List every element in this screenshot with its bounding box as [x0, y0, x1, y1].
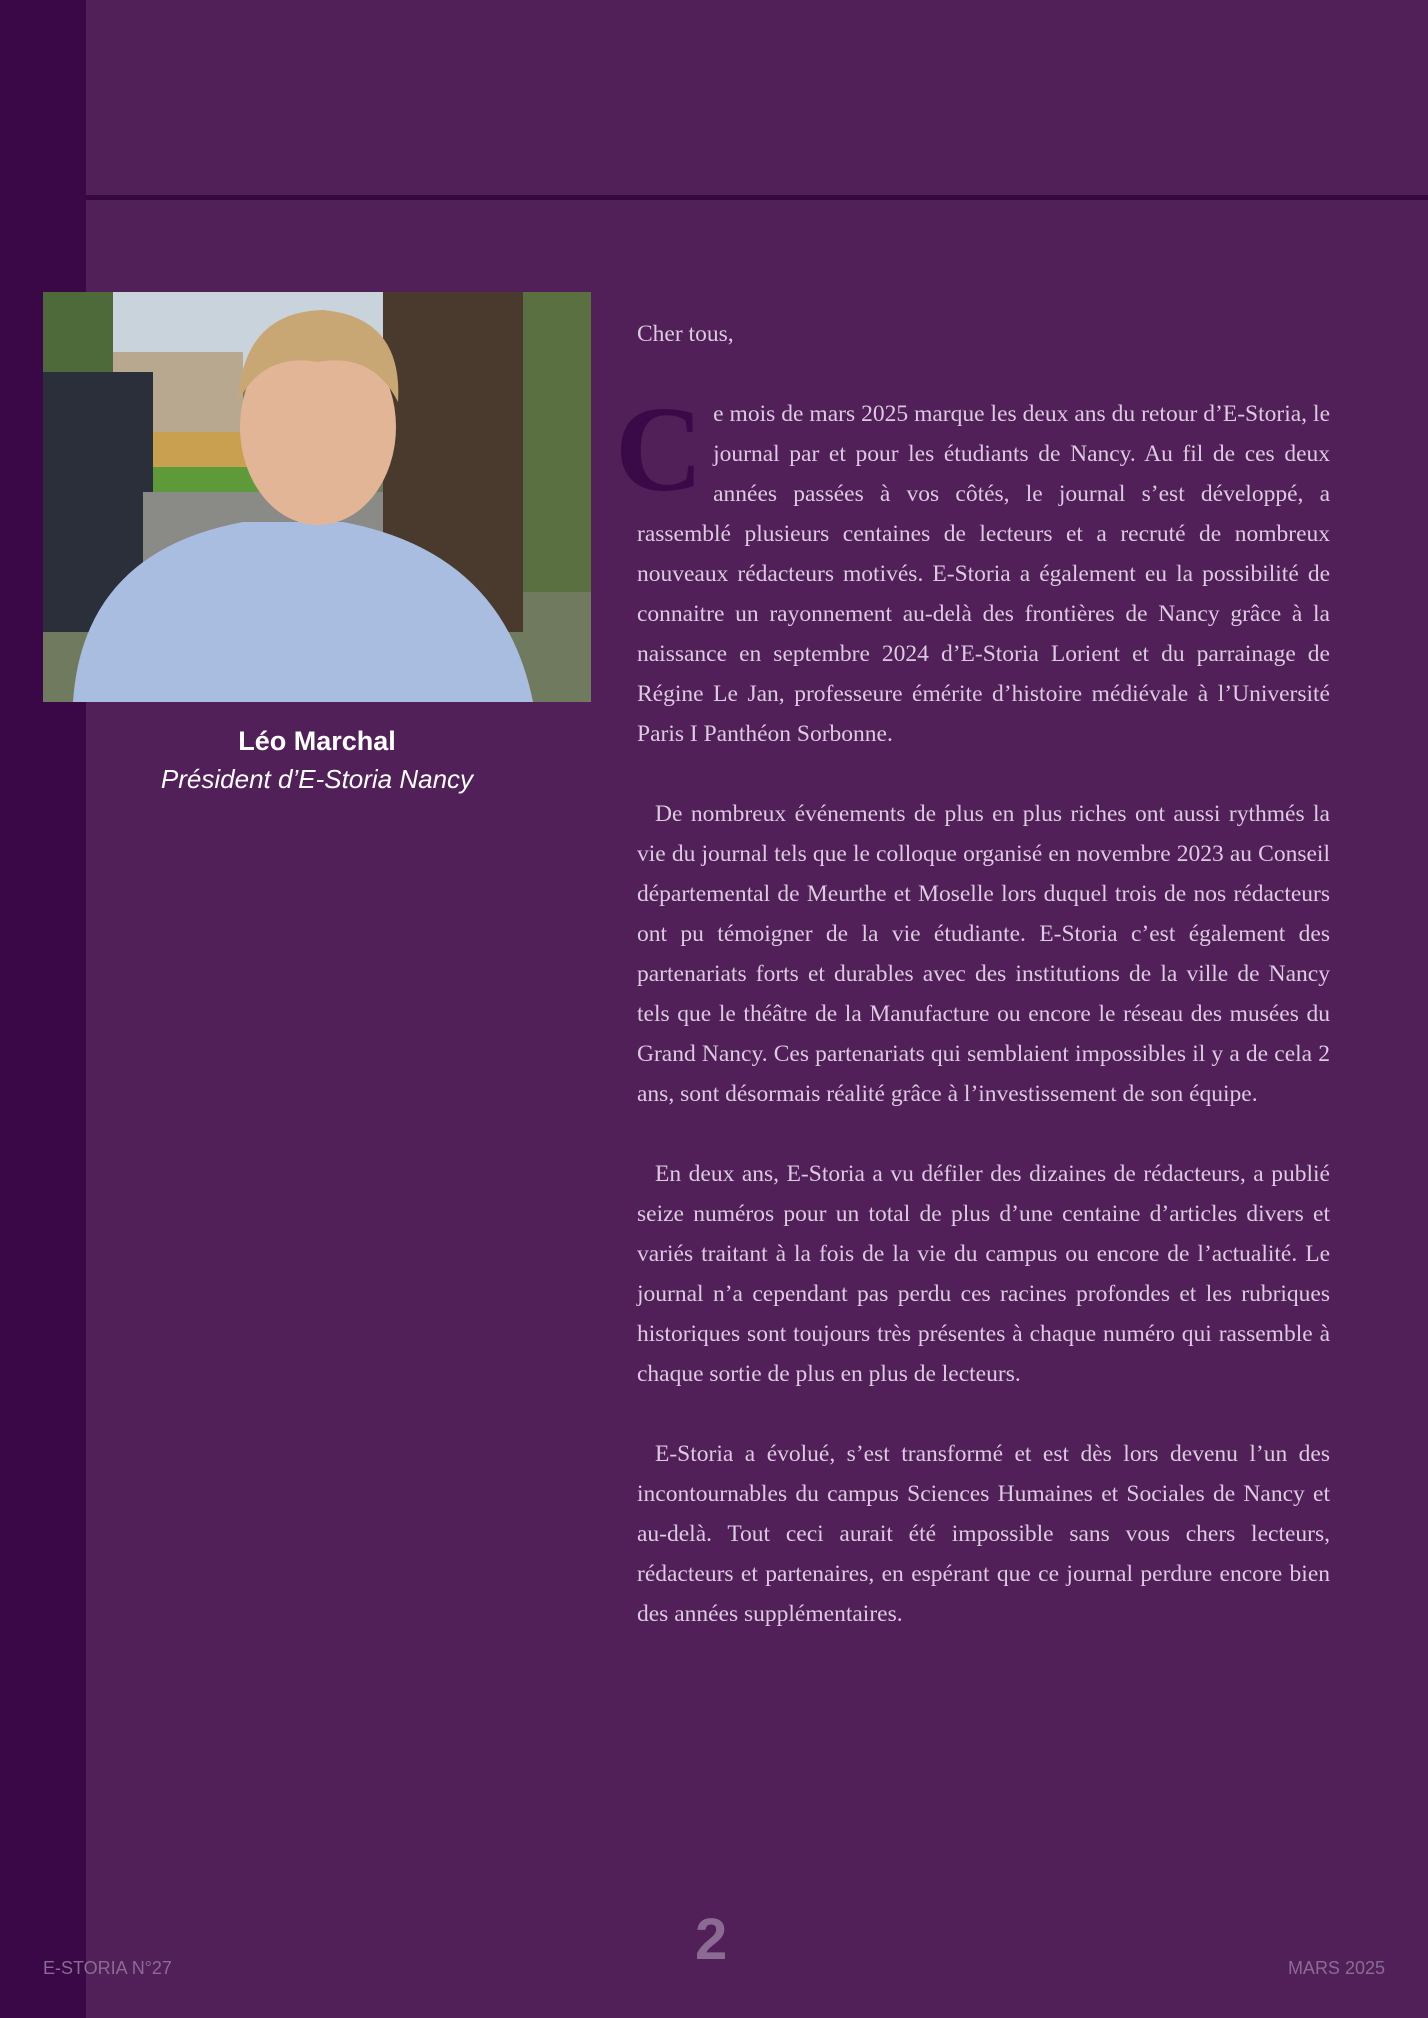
- page-number: 2: [695, 1907, 728, 1972]
- paragraph-3: En deux ans, E-Storia a vu défiler des dizaines de rédacteurs, a publié seize numéros pour un total de plus d’une centaine d’articles divers et variés traitant à la fois de la vie du campus ou encore de l’actualité. Le journal n’a cependant pas perdu ces racines profondes et les rubriques historiques sont toujours très présentes à chaque numéro qui rassemble à chaque sortie de plus en plus de lecteurs.: [637, 1161, 1330, 1387]
- paragraph-2: De nombreux événements de plus en plus riches ont aussi rythmés la vie du journal tels que le colloque organisé en novembre 2023 au Conseil départemental de Meurthe et Moselle lors duquel trois de nos rédacteurs ont pu témoigner de la vie étudiante. E-Storia c’est également des partenariats forts et durables avec des institutions de la ville de Nancy tels que le théâtre de la Manufacture ou encore le réseau des musées du Grand Nancy. Ces partenariats qui semblaient impossibles il y a de cela 2 ans, sont désormais réalité grâce à l’investissement de son équipe.: [637, 801, 1330, 1107]
- drop-cap: C: [615, 382, 704, 517]
- portrait-photo: [43, 292, 591, 702]
- header-rule: [86, 195, 1428, 200]
- date-label: MARS 2025: [1287, 1958, 1385, 1978]
- profile-name: Léo Marchal: [238, 726, 396, 756]
- paragraph-4: E-Storia a évolué, s’est transformé et est dès lors devenu l’un des incontournables du campus Sciences Humaines et Sociales de Nancy et au-delà. Tout ceci aurait été impossible sans vous chers lecteurs, rédacteurs et partenaires, en espérant que ce journal perdure encore bien des années supplémentaires.: [637, 1441, 1330, 1627]
- paragraph-1: Ce mois de mars 2025 marque les deux ans du retour d’E-Storia, le journal par et pour les étudiants de Nancy. Au fil de ces deux années passées à vos côtés, le journal s’est développé, a rassemblé plusieurs centaines de lecteurs et a recruté de nombreux nouveaux rédacteurs motivés. E-Storia a également eu la possibilité de connaitre un rayonnement au-delà des frontières de Nancy grâce à la naissance en septembre 2024 d’E-Storia Lorient et du parrainage de Régine Le Jan, professeure émérite d’histoire médiévale à l’Université Paris I Panthéon Sorbonne.: [615, 382, 1330, 747]
- issue-label: E-STORIA N°27: [43, 1958, 172, 1978]
- editorial-letter: [615, 314, 1330, 1674]
- profile-role: Président d’E-Storia Nancy: [160, 764, 474, 794]
- greeting: Cher tous,: [637, 321, 734, 347]
